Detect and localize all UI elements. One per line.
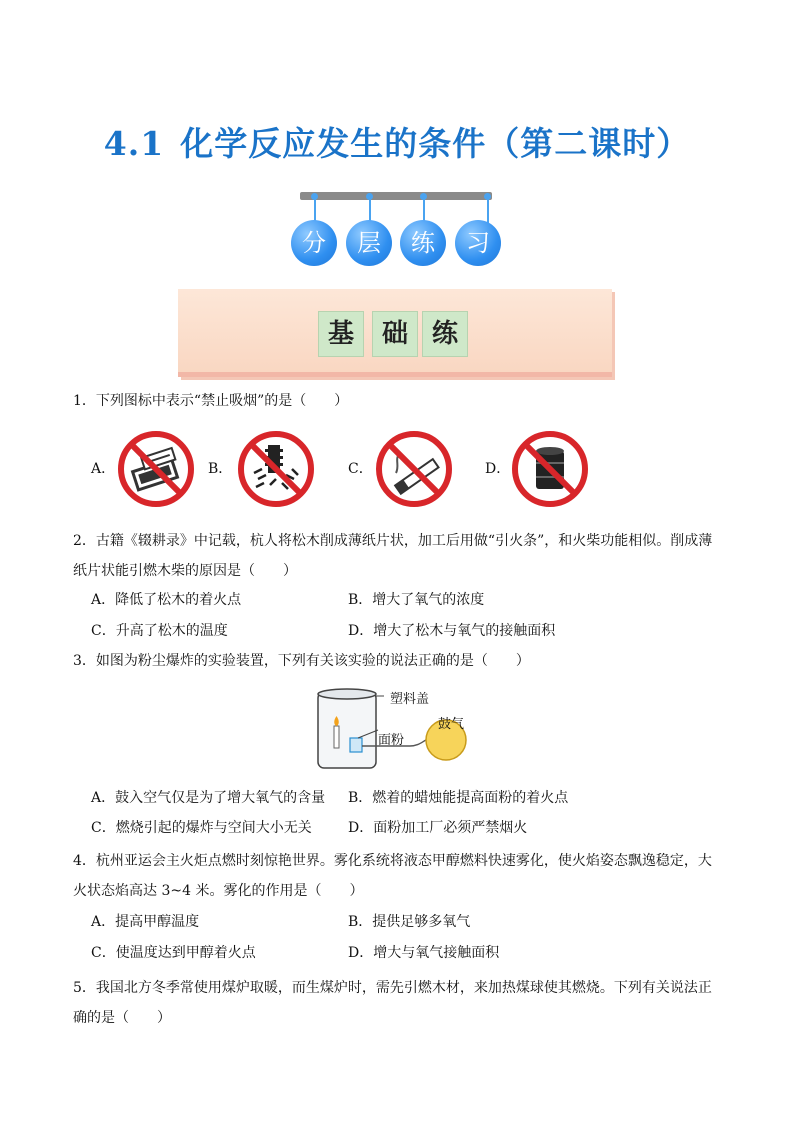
q3-option-c: C．燃烧引起的爆炸与空间大小无关 (91, 820, 312, 836)
bubble-fen: 分 (291, 220, 337, 266)
q4-option-c: C．使温度达到甲醇着火点 (91, 945, 256, 961)
q1-option-c-label: C． (348, 461, 373, 477)
no-oil-barrel-sign-icon (510, 429, 590, 509)
section-banner (178, 289, 612, 377)
bubble-xi: 习 (455, 220, 501, 266)
q4-option-b: B．提供足够多氧气 (348, 914, 471, 930)
section-title: 化学反应发生的条件（第二课时） (180, 124, 691, 163)
question-3-text: 3．如图为粉尘爆炸的实验装置，下列有关该实验的说法正确的是（ ） (73, 653, 530, 669)
q3-option-d: D．面粉加工厂必须严禁烟火 (348, 820, 528, 836)
question-4-text: 4．杭州亚运会主火炬点燃时刻惊艳世界。雾化系统将液态甲醇燃料快速雾化，使火焰姿态飘逸稳定，大火状态焰高达 3~4 米。雾化的作用是（ ） (73, 853, 712, 899)
question-1-text: 1．下列图标中表示“禁止吸烟”的是（ ） (73, 393, 349, 409)
hanger-string (487, 196, 489, 224)
q1-option-a-label: A． (91, 461, 116, 477)
no-matches-sign-icon (116, 429, 196, 509)
no-fireworks-sign-icon (236, 429, 316, 509)
banner-tile-lian: 练 (422, 311, 468, 357)
q2-option-a: A．降低了松木的着火点 (91, 592, 242, 608)
figure-label-plastic-lid: 塑料盖 (390, 692, 430, 707)
q3-option-b: B．燃着的蜡烛能提高面粉的着火点 (348, 790, 569, 806)
section-number: 4.1 (103, 124, 165, 163)
no-smoking-sign-icon (374, 429, 454, 509)
banner-tile-ji: 基 (318, 311, 364, 357)
q2-option-d: D．增大了松木与氧气的接触面积 (348, 623, 556, 639)
page-title (0, 118, 794, 165)
question-5-text: 5．我国北方冬季常使用煤炉取暖，而生煤炉时，需先引燃木材，来加热煤球使其燃烧。下列有关说法正确的是（ ） (73, 980, 712, 1026)
q1-option-d-label: D． (485, 461, 511, 477)
question-2-text: 2．古籍《辍耕录》中记载，杭人将松木削成薄纸片状，加工后用做“引火条”，和火柴功能相似。削成薄纸片状能引燃木柴的原因是（ ） (73, 533, 713, 579)
bubble-hanger-bar (300, 192, 492, 200)
banner-tile-chu: 础 (372, 311, 418, 357)
figure-label-flour: 面粉 (378, 733, 405, 748)
q1-option-b-label: B． (208, 461, 233, 477)
bubble-ceng: 层 (346, 220, 392, 266)
q2-option-c: C．升高了松木的温度 (91, 623, 228, 639)
q2-option-b: B．增大了氧气的浓度 (348, 592, 485, 608)
figure-label-blow-air: 鼓气 (438, 717, 465, 732)
q3-option-a: A．鼓入空气仅是为了增大氧气的含量 (91, 790, 326, 806)
q4-option-a: A．提高甲醇温度 (91, 914, 200, 930)
bubble-lian: 练 (400, 220, 446, 266)
q4-option-d: D．增大与氧气接触面积 (348, 945, 500, 961)
